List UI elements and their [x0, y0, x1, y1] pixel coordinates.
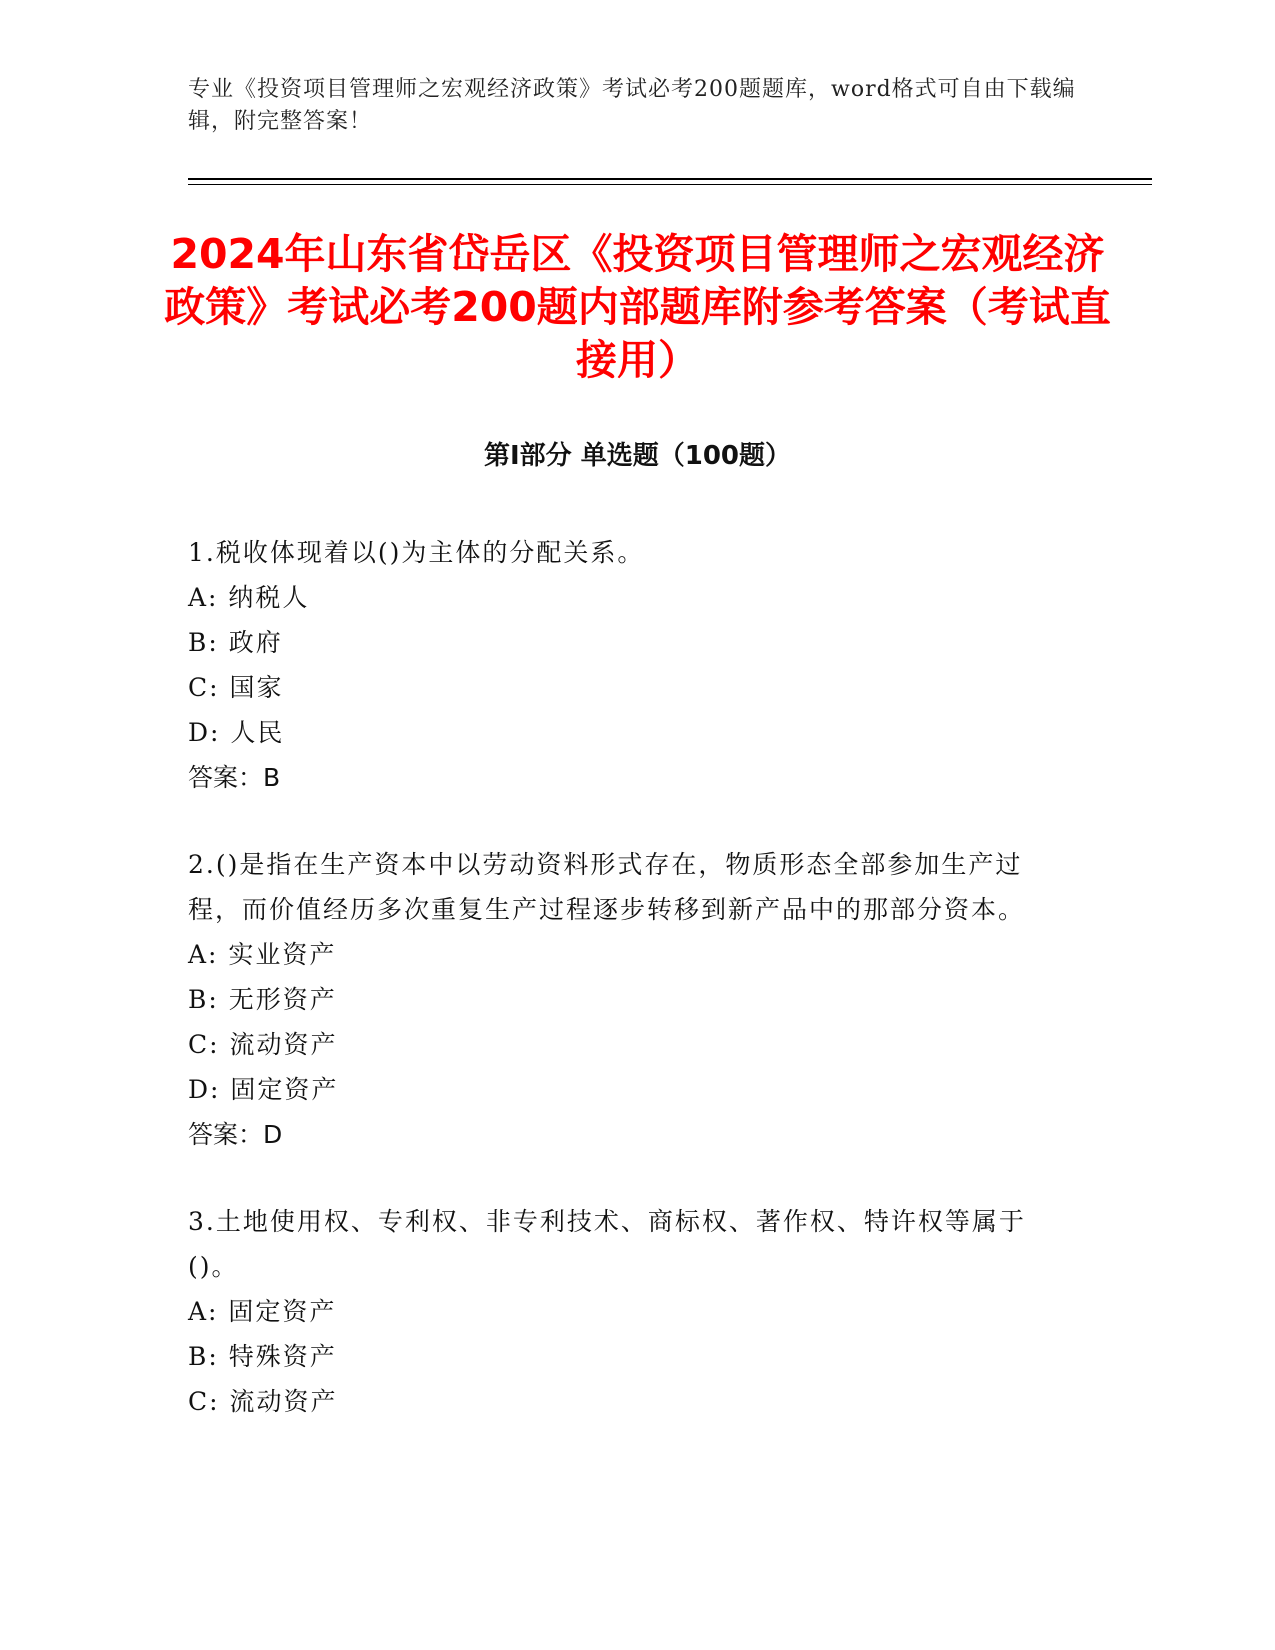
- option-d: D: 人民: [188, 718, 285, 747]
- option-c: C: 流动资产: [188, 1030, 338, 1059]
- question-list: [188, 530, 1058, 1466]
- header-note: 专业《投资项目管理师之宏观经济政策》考试必考200题题库，word格式可自由下载编辑，附完整答案！: [188, 77, 1076, 134]
- question-stem: 1.税收体现着以()为主体的分配关系。: [188, 538, 645, 567]
- option-b: B: 政府: [188, 628, 283, 657]
- header-divider-thin: [188, 184, 1152, 185]
- option-c: C: 国家: [188, 673, 284, 702]
- answer: 答案：D: [188, 1120, 283, 1149]
- question-3: [188, 1199, 1058, 1424]
- option-a: A: 纳税人: [188, 583, 310, 612]
- answer: 答案：B: [188, 763, 281, 792]
- option-a: A: 固定资产: [188, 1297, 337, 1326]
- section-heading: 第I部分 单选题（100题）: [484, 441, 791, 471]
- option-c: C: 流动资产: [188, 1387, 338, 1416]
- document-title: 2024年山东省岱岳区《投资项目管理师之宏观经济政策》考试必考200题内部题库附参考答案（考试直接用）: [164, 230, 1111, 384]
- header-divider-thick: [188, 178, 1152, 180]
- option-a: A: 实业资产: [188, 940, 337, 969]
- question-stem: 3.土地使用权、专利权、非专利技术、商标权、著作权、特许权等属于()。: [188, 1207, 1026, 1281]
- question-1: [188, 530, 1058, 800]
- question-stem: 2.()是指在生产资本中以劳动资料形式存在，物质形态全部参加生产过程，而价值经历多次重复生产过程逐步转移到新产品中的那部分资本。: [188, 850, 1026, 924]
- option-b: B: 特殊资产: [188, 1342, 337, 1371]
- option-b: B: 无形资产: [188, 985, 337, 1014]
- option-d: D: 固定资产: [188, 1075, 339, 1104]
- question-2: [188, 842, 1058, 1157]
